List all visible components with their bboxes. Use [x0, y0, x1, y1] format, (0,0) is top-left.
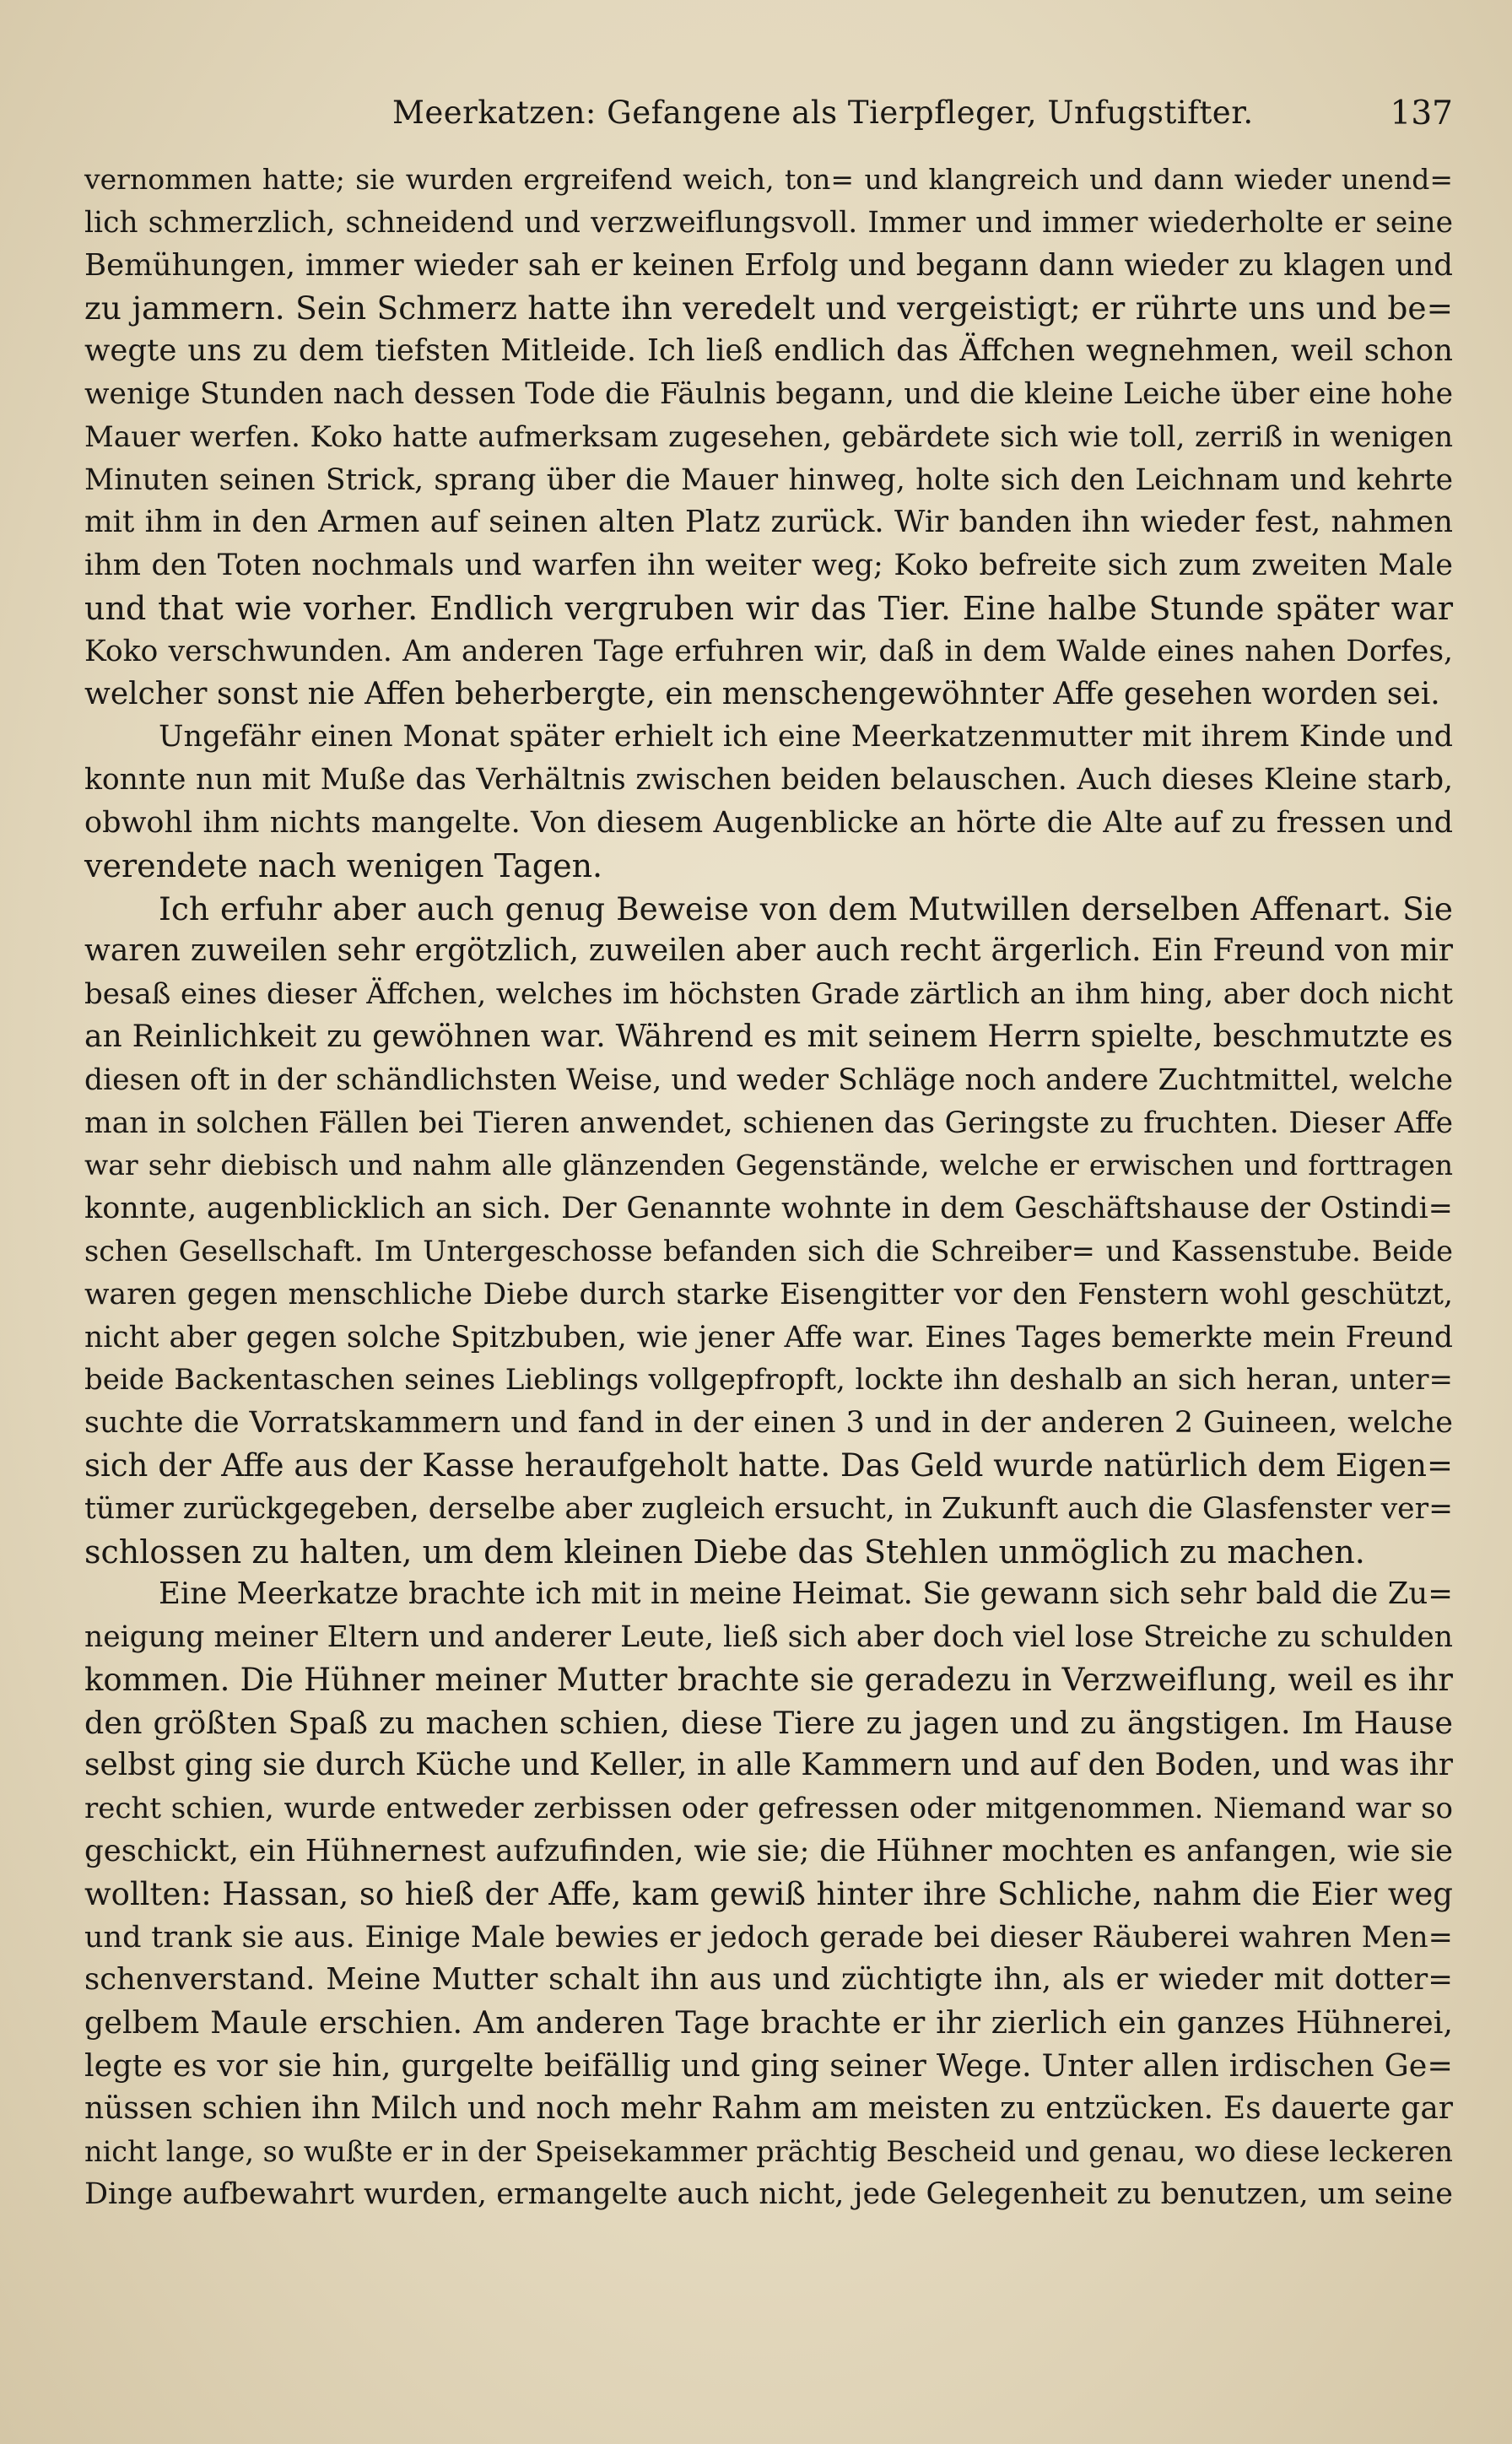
- text-line: den größten Spaß zu machen schien, diese Tiere zu jagen und zu ängstigen. Im Hause: [84, 1704, 1453, 1741]
- text-line: wegte uns zu dem tiefsten Mitleide. Ich ließ endlich das Äffchen wegnehmen, weil schon: [84, 333, 1453, 369]
- text-line: neigung meiner Eltern und anderer Leute, ließ sich aber doch viel lose Streiche zu schulden: [84, 1620, 1453, 1655]
- text-line: war sehr diebisch und nahm alle glänzenden Gegenstände, welche er erwischen und forttragen: [84, 1149, 1453, 1182]
- text-line: Bemühungen, immer wieder sah er keinen Erfolg und begann dann wieder zu klagen und: [84, 247, 1453, 283]
- text-line: suchte die Vorratskammern und fand in der einen 3 und in der anderen 2 Guineen, welche: [84, 1406, 1453, 1441]
- text-line: besaß eines dieser Äffchen, welches im höchsten Grade zärtlich an ihm hing, aber doch nicht: [84, 977, 1453, 1012]
- text-line: nüssen schien ihn Milch und noch mehr Rahm am meisten zu entzücken. Es dauerte gar: [84, 2090, 1453, 2126]
- text-line: wenige Stunden nach dessen Tode die Fäulnis begann, und die kleine Leiche über eine hohe: [84, 376, 1453, 411]
- text-line: schlossen zu halten, um dem kleinen Diebe das Stehlen unmöglich zu machen.: [84, 1533, 1365, 1571]
- text-line: und that wie vorher. Endlich vergruben wir das Tier. Eine halbe Stunde später war: [84, 589, 1453, 627]
- text-line: tümer zurückgegeben, derselbe aber zugleich ersucht, in Zukunft auch die Glasfenster ver=: [84, 1491, 1453, 1526]
- text-line: konnte nun mit Muße das Verhältnis zwischen beiden belauschen. Auch dieses Kleine starb,: [84, 763, 1453, 798]
- text-line: lich schmerzlich, schneidend und verzweiflungsvoll. Immer und immer wiederholte er seine: [84, 205, 1453, 240]
- text-line: Eine Meerkatze brachte ich mit in meine Heimat. Sie gewann sich sehr bald die Zu=: [159, 1576, 1453, 1612]
- text-line: verendete nach wenigen Tagen.: [84, 846, 603, 884]
- text-line: nicht lange, so wußte er in der Speisekammer prächtig Bescheid und genau, wo diese leckeren: [84, 2134, 1453, 2168]
- text-line: vernommen hatte; sie wurden ergreifend weich, ton= und klangreich und dann wieder unend=: [84, 163, 1453, 196]
- text-line: Koko verschwunden. Am anderen Tage erfuhren wir, daß in dem Walde eines nahen Dorfes,: [84, 634, 1453, 668]
- text-line: recht schien, wurde entweder zerbissen oder gefressen oder mitgenommen. Niemand war so: [84, 1792, 1453, 1826]
- text-line: ihm den Toten nochmals und warfen ihn weiter weg; Koko befreite sich zum zweiten Male: [84, 549, 1453, 583]
- text-line: geschickt, ein Hühnernest aufzufinden, wie sie; die Hühner mochten es anfangen, wie sie: [84, 1834, 1453, 1869]
- text-line: zu jammern. Sein Schmerz hatte ihn veredelt und vergeistigt; er rührte uns und be=: [84, 289, 1453, 327]
- text-line: Minuten seinen Strick, sprang über die Mauer hinweg, holte sich den Leichnam und kehrte: [84, 462, 1453, 497]
- text-line: welcher sonst nie Affen beherbergte, ein menschengewöhnter Affe gesehen worden sei.: [84, 676, 1440, 711]
- text-line: konnte, augenblicklich an sich. Der Genannte wohnte in dem Geschäftshause der Ostindi=: [84, 1192, 1453, 1226]
- text-line: schenverstand. Meine Mutter schalt ihn aus und züchtigte ihn, als er wieder mit dotter=: [84, 1962, 1453, 1998]
- text-line: [84, 2216, 1453, 2259]
- text-line: obwohl ihm nichts mangelte. Von diesem Augenblicke an hörte die Alte auf zu fressen und: [84, 805, 1453, 840]
- text-line: diesen oft in der schändlichsten Weise, und weder Schläge noch andere Zuchtmittel, welche: [84, 1062, 1453, 1097]
- text-line: legte es vor sie hin, gurgelte beifällig und ging seiner Wege. Unter allen irdischen Ge=: [84, 2047, 1453, 2084]
- text-line: wollten: Hassan, so hieß der Affe, kam gewiß hinter ihre Schliche, nahm die Eier weg: [84, 1875, 1453, 1912]
- text-line: mit ihm in den Armen auf seinen alten Platz zurück. Wir banden ihn wieder fest, nahmen: [84, 505, 1453, 540]
- text-line: an Reinlichkeit zu gewöhnen war. Während es mit seinem Herrn spielte, beschmutzte es: [84, 1019, 1453, 1054]
- text-line: waren gegen menschliche Diebe durch starke Eisengitter vor den Fenstern wohl geschützt,: [84, 1277, 1453, 1311]
- text-line: man in solchen Fällen bei Tieren anwendet, schienen das Geringste zu fruchten. Dieser Affe: [84, 1106, 1453, 1140]
- text-line: kommen. Die Hühner meiner Mutter brachte sie geradezu in Verzweiflung, weil es ihr: [84, 1661, 1453, 1698]
- text-line: selbst ging sie durch Küche und Keller, in alle Kammern und auf den Boden, und was ihr: [84, 1748, 1453, 1783]
- text-line: Mauer werfen. Koko hatte aufmerksam zugesehen, gebärdete sich wie toll, zerriß in wenigen: [84, 419, 1453, 454]
- text-line: nicht aber gegen solche Spitzbuben, wie jener Affe war. Eines Tages bemerkte mein Freund: [84, 1320, 1453, 1354]
- text-line: Ungefähr einen Monat später erhielt ich eine Meerkatzenmutter mit ihrem Kinde und: [159, 720, 1453, 754]
- body-text: [84, 159, 1453, 2302]
- text-line: gelbem Maule erschien. Am anderen Tage brachte er ihr zierlich ein ganzes Hühnerei,: [84, 2004, 1453, 2041]
- page-header: [84, 95, 1453, 145]
- text-line: schen Gesellschaft. Im Untergeschosse befanden sich die Schreiber= und Kassenstube. Beide: [84, 1234, 1453, 1268]
- text-line: sich der Affe aus der Kasse heraufgeholt hatte. Das Geld wurde natürlich dem Eigen=: [84, 1446, 1453, 1484]
- text-line: [84, 2259, 1453, 2302]
- running-head: Meerkatzen: Gefangene als Tierpfleger, Unfugstifter.: [392, 95, 1254, 131]
- text-line: Dinge aufbewahrt wurden, ermangelte auch nicht, jede Gelegenheit zu benutzen, um seine: [84, 2177, 1453, 2212]
- text-line: Ich erfuhr aber auch genug Beweise von dem Mutwillen derselben Affenart. Sie: [159, 889, 1453, 927]
- page-number: 137: [1390, 95, 1453, 132]
- text-line: waren zuweilen sehr ergötzlich, zuweilen aber auch recht ärgerlich. Ein Freund von mir: [84, 933, 1453, 969]
- text-line: und trank sie aus. Einige Male bewies er jedoch gerade bei dieser Räuberei wahren Men=: [84, 1920, 1453, 1955]
- text-line: beide Backentaschen seines Lieblings vollgepfropft, lockte ihn deshalb an sich heran, unter=: [84, 1363, 1453, 1398]
